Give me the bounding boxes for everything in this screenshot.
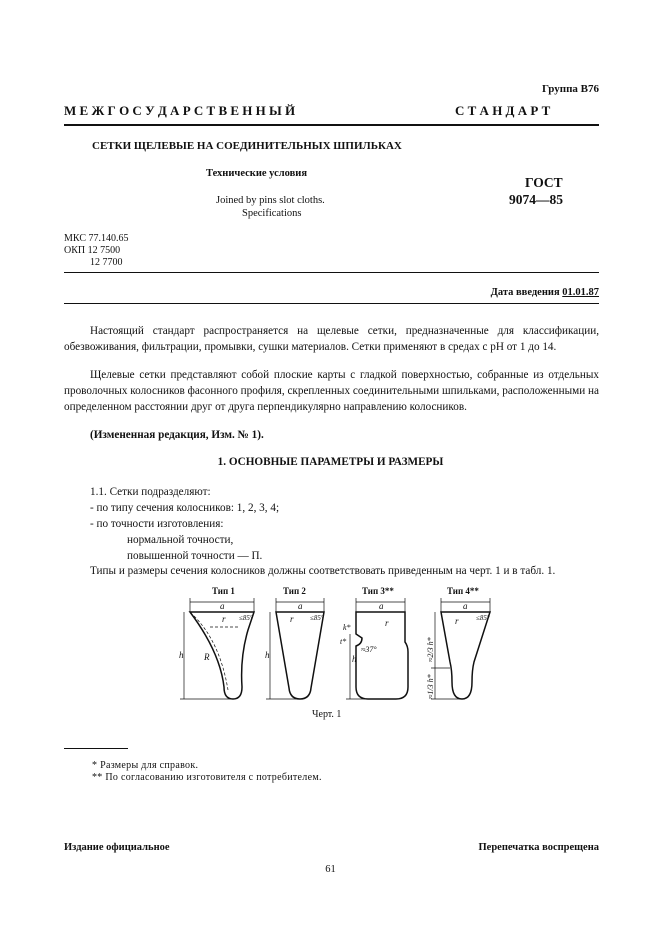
standard-line-right: С Т А Н Д А Р Т xyxy=(455,103,551,118)
angle-85-1: ≤85° xyxy=(239,614,253,622)
okp-code-1: ОКП 12 7500 xyxy=(64,245,121,256)
footer-right: Перепечатка воспрещена xyxy=(478,842,599,853)
english-title-line2: Specifications xyxy=(242,208,302,219)
dim-k: k* xyxy=(343,623,351,632)
group-code: Группа В76 xyxy=(541,83,599,95)
date-rule xyxy=(64,303,599,304)
codes-rule xyxy=(64,272,599,273)
dim-R: R xyxy=(204,652,210,662)
dim-r-2: r xyxy=(290,614,294,624)
mks-code: МКС 77.140.65 xyxy=(64,233,129,244)
paragraph-description: Щелевые сетки представляют собой плоские карты с гладкой поверхностью, собранные из отдельных проволочных колосников фасонного профиля, скрепленных соединительными шпильками, расположенными на определенном расстоянии друг от друга перпендикулярно направлению колосников. xyxy=(64,369,599,413)
gost-number: 9074—85 xyxy=(509,192,563,207)
dim-r-3: r xyxy=(385,618,389,628)
dim-a-2: a xyxy=(298,601,303,611)
dim-t: t* xyxy=(340,637,347,646)
section-title: 1. ОСНОВНЫЕ ПАРАМЕТРЫ И РАЗМЕРЫ xyxy=(217,456,444,468)
profile-type-2 xyxy=(276,612,324,699)
profile-type-3 xyxy=(356,612,408,699)
list-by-type: - по типу сечения колосников: 1, 2, 3, 4; xyxy=(90,502,280,514)
type-2-label: Тип 2 xyxy=(283,586,306,596)
intro-date xyxy=(491,287,599,298)
dim-h-1: h xyxy=(179,650,184,660)
dim-r-4: r xyxy=(455,616,459,626)
dim-h-3: h xyxy=(352,654,357,664)
type-4-label: Тип 4** xyxy=(447,586,479,596)
angle-85-2: ≤85° xyxy=(310,614,324,622)
accuracy-high: повышенной точности — П. xyxy=(127,550,263,562)
footnote-1: * Размеры для справок. xyxy=(92,760,199,771)
dim-a-3: a xyxy=(379,601,384,611)
edit-note: (Измененная редакция, Изм. № 1). xyxy=(90,429,264,441)
intro-date-value: 01.01.87 xyxy=(562,287,599,298)
footnote-2: ** По согласованию изготовителя с потребителем. xyxy=(92,772,322,783)
dim-a-1: a xyxy=(220,601,225,611)
clause-1-1: 1.1. Сетки подразделяют: xyxy=(90,486,211,498)
document-title: СЕТКИ ЩЕЛЕВЫЕ НА СОЕДИНИТЕЛЬНЫХ ШПИЛЬКАХ xyxy=(92,140,402,152)
list-by-accuracy: - по точности изготовления: xyxy=(90,518,224,530)
document-subtitle: Технические условия xyxy=(206,168,308,179)
drawing-caption: Черт. 1 xyxy=(312,709,342,720)
footer-left: Издание официальное xyxy=(64,842,170,853)
standard-line-left: М Е Ж Г О С У Д А Р С Т В Е Н Н Ы Й xyxy=(64,103,296,118)
page-number: 61 xyxy=(325,864,336,875)
okp-code-2: 12 7700 xyxy=(90,257,123,268)
profile-type-4 xyxy=(441,612,490,699)
intro-date-label: Дата введения xyxy=(490,287,560,298)
english-title-line1: Joined by pins slot cloths. xyxy=(216,195,325,206)
footnote-rule xyxy=(64,748,128,749)
accuracy-normal: нормальной точности, xyxy=(127,534,234,546)
header-rule xyxy=(64,124,599,126)
dim-r-1: r xyxy=(222,614,226,624)
paragraph-scope: Настоящий стандарт распространяется на щелевые сетки, предназначенные для классификации, обезвоживания, фильтрации, промывки, сушки материалов. Сетки применяют в средах с pH от 1 до 14. xyxy=(64,325,599,353)
dim-a-4: a xyxy=(463,601,468,611)
type-1-label: Тип 1 xyxy=(212,586,235,596)
dim-1-3h: ≈1/3 h* xyxy=(426,674,435,699)
angle-37: ≈37° xyxy=(361,645,377,654)
angle-85-4: ≤85° xyxy=(476,614,490,622)
gost-label: ГОСТ xyxy=(525,175,563,190)
dim-h-2: h xyxy=(265,650,270,660)
types-reference: Типы и размеры сечения колосников должны соответствовать приведенным на черт. 1 и в табл. 1. xyxy=(90,565,556,577)
profile-type-1 xyxy=(190,612,254,699)
type-3-label: Тип 3** xyxy=(362,586,394,596)
dim-2-3h: ≈2/3 h* xyxy=(426,637,435,662)
